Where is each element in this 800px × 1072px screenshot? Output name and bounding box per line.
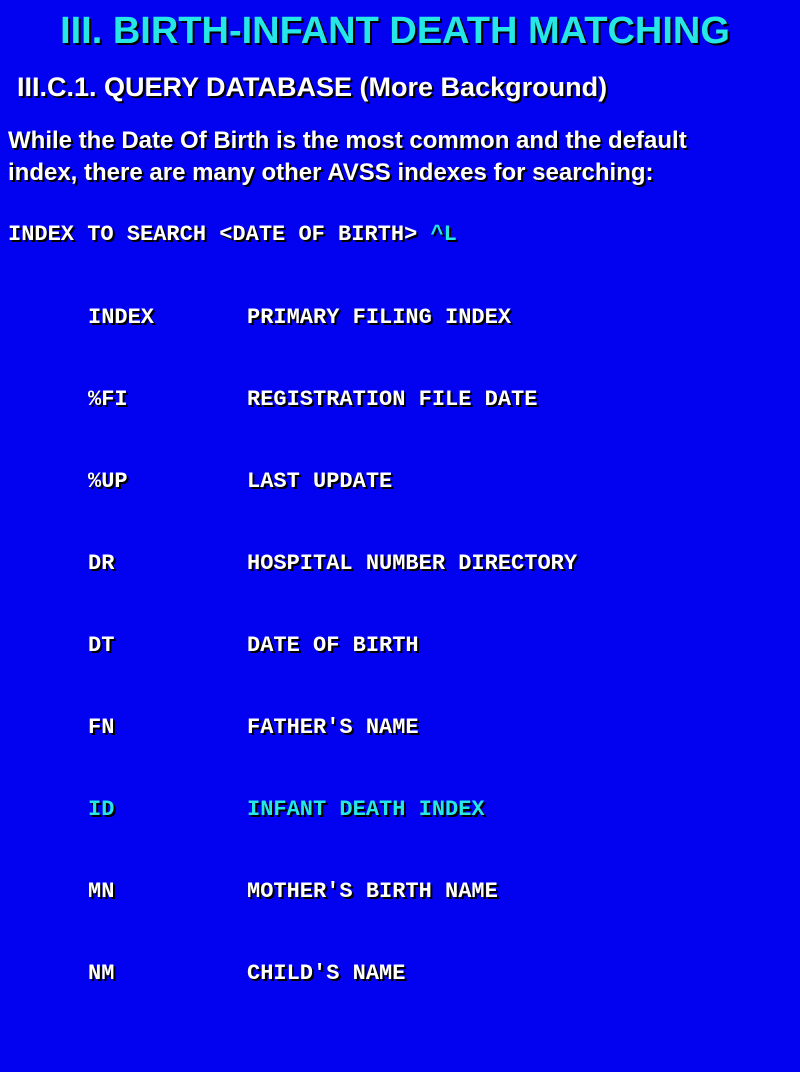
index-code: FN xyxy=(88,715,115,740)
index-code: DR xyxy=(88,551,115,576)
index-row-fn xyxy=(88,714,419,746)
slide-subtitle: III.C.1. QUERY DATABASE (More Background) xyxy=(17,72,608,102)
index-desc: INFANT DEATH INDEX xyxy=(247,797,485,822)
index-row-id xyxy=(88,796,485,828)
index-desc: FATHER'S NAME xyxy=(247,715,419,740)
index-row-fi xyxy=(88,386,538,418)
intro-line: While the Date Of Birth is the most common and the default xyxy=(8,127,687,154)
index-desc: DATE OF BIRTH xyxy=(247,633,419,658)
index-desc: REGISTRATION FILE DATE xyxy=(247,387,538,412)
index-code: MN xyxy=(88,879,115,904)
index-list xyxy=(88,254,578,1042)
index-desc: MOTHER'S BIRTH NAME xyxy=(247,879,498,904)
index-code: ID xyxy=(88,797,115,822)
index-row-dt xyxy=(88,632,419,664)
index-code: DT xyxy=(88,633,115,658)
index-desc: CHILD'S NAME xyxy=(247,961,406,986)
index-search-prompt xyxy=(8,222,457,247)
index-code: NM xyxy=(88,961,115,986)
index-row-mn xyxy=(88,878,498,910)
index-code: %FI xyxy=(88,387,128,412)
index-row-nm xyxy=(88,960,406,992)
prompt-key: ^L xyxy=(430,222,457,247)
index-list-header xyxy=(88,304,512,336)
index-code: %UP xyxy=(88,469,128,494)
index-code-header: INDEX xyxy=(88,305,155,330)
intro-line: index, there are many other AVSS indexes for searching: xyxy=(8,159,654,186)
index-desc: HOSPITAL NUMBER DIRECTORY xyxy=(247,551,578,576)
slide-title: III. BIRTH-INFANT DEATH MATCHING xyxy=(60,10,730,52)
index-row-dr xyxy=(88,550,578,582)
intro-paragraph xyxy=(8,125,788,189)
prompt-text: INDEX TO SEARCH <DATE OF BIRTH> xyxy=(8,222,431,247)
index-desc: LAST UPDATE xyxy=(247,469,393,494)
index-row-up xyxy=(88,468,393,500)
index-desc-header: PRIMARY FILING INDEX xyxy=(247,305,512,330)
